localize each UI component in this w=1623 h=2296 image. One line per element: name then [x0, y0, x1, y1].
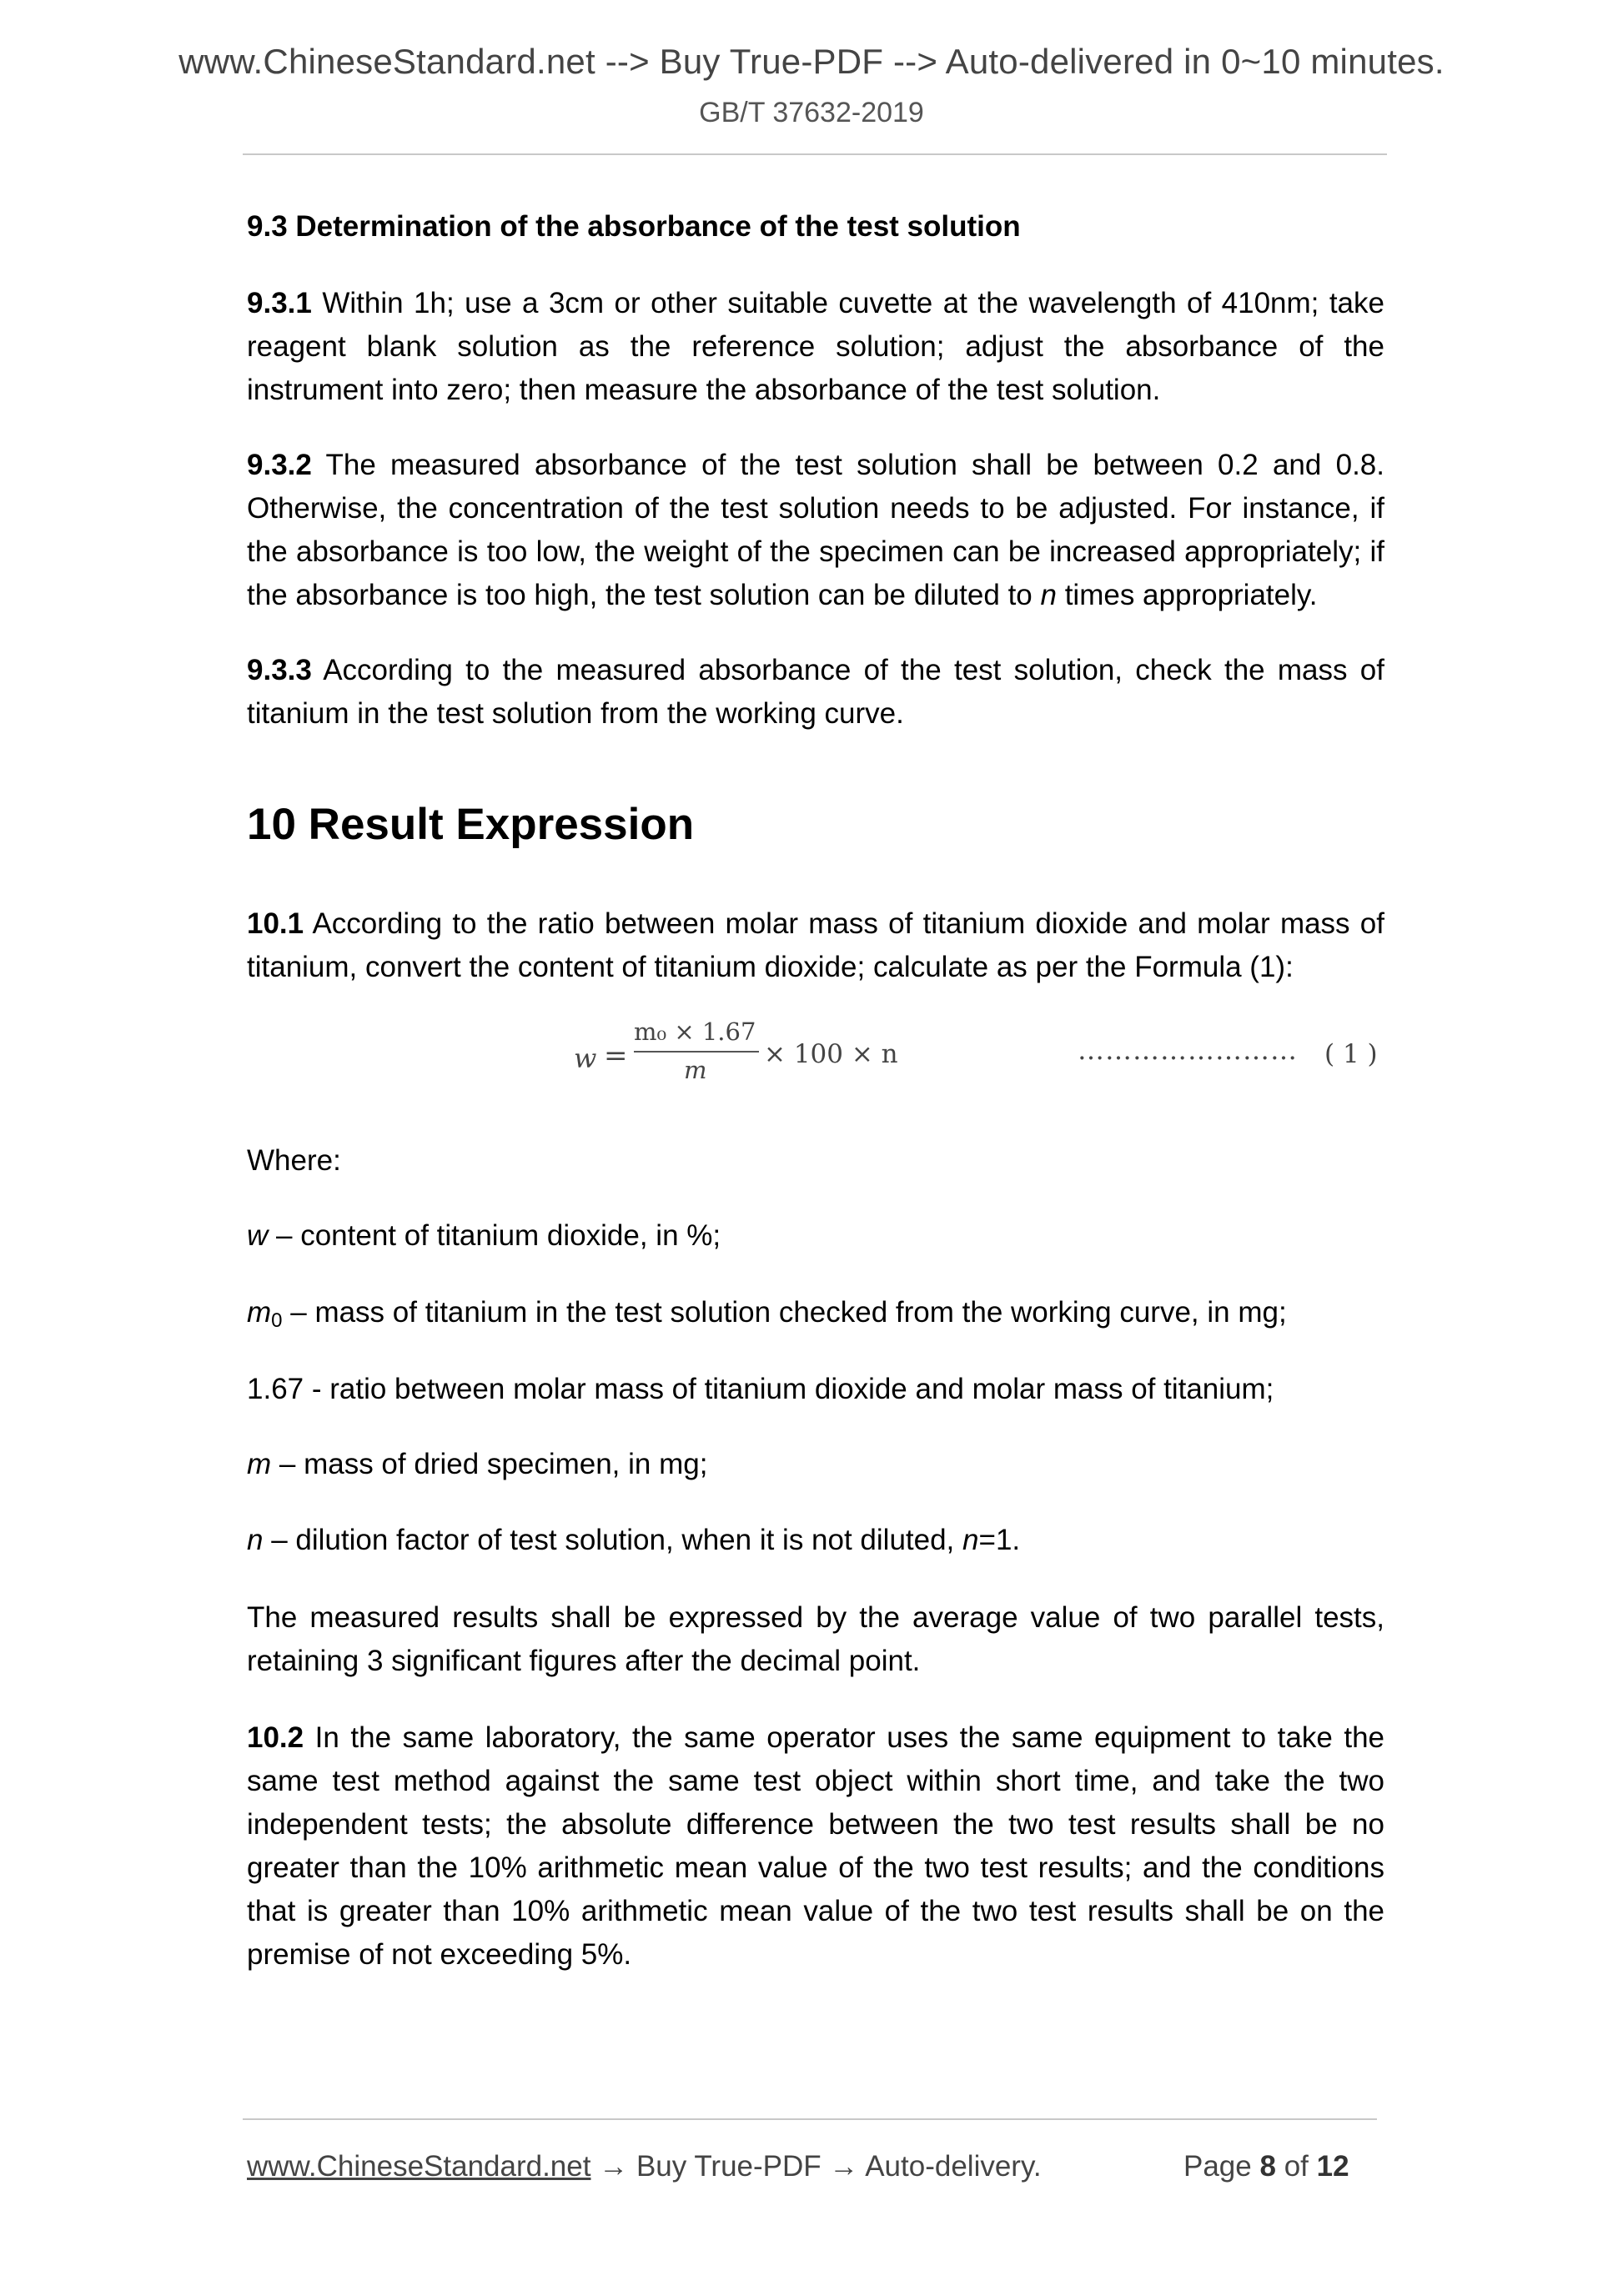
- definition-w: [247, 1214, 1384, 1258]
- formula-denominator: m: [684, 1056, 707, 1084]
- def-text: – dilution factor of test solution, when it is not diluted,: [271, 1524, 955, 1556]
- footer-site-link[interactable]: www.ChineseStandard.net: [247, 2150, 591, 2183]
- paragraph-10-1: [247, 902, 1384, 989]
- results-paragraph: The measured results shall be expressed by the average value of two parallel tests, retaining 3 significant figures after the decimal point.: [247, 1601, 1384, 1677]
- def-symbol: n: [247, 1524, 264, 1556]
- formula-rhs: × 100 × n: [764, 1039, 898, 1069]
- def-text: – content of titanium dioxide, in %;: [276, 1219, 721, 1252]
- page-total: 12: [1316, 2150, 1349, 2183]
- def-symbol: m: [247, 1448, 272, 1480]
- of-word: of: [1284, 2150, 1309, 2183]
- clause-number: 10.1: [247, 907, 304, 940]
- footer-divider: [243, 2118, 1377, 2120]
- variable-n: n: [962, 1524, 979, 1556]
- def-tail: =1.: [978, 1524, 1021, 1556]
- def-symbol: w: [247, 1219, 269, 1252]
- def-symbol: m: [247, 1296, 272, 1329]
- paragraph-10-2: [247, 1716, 1384, 1977]
- paragraph-9-3-2: [247, 444, 1384, 617]
- formula-label: ( 1 ): [1324, 1039, 1378, 1069]
- page-indicator: [1183, 2150, 1349, 2183]
- fraction-bar: [634, 1051, 759, 1053]
- paragraph-9-3-1: [247, 282, 1384, 412]
- where-label: Where:: [247, 1144, 341, 1177]
- def-text: – mass of dried specimen, in mg;: [279, 1448, 708, 1480]
- definition-ratio: 1.67 - ratio between molar mass of titanium dioxide and molar mass of titanium;: [247, 1373, 1274, 1405]
- clause-text-tail: times appropriately.: [1064, 579, 1318, 611]
- formula-1: [567, 1017, 1393, 1091]
- clause-number: 9.3.3: [247, 654, 312, 686]
- clause-number: 9.3.2: [247, 449, 312, 481]
- page-word: Page: [1183, 2150, 1252, 2183]
- formula-numerator: m₀ × 1.67: [634, 1017, 756, 1046]
- page-number: 8: [1259, 2150, 1276, 2183]
- clause-text: Within 1h; use a 3cm or other suitable cuvette at the wavelength of 410nm; take reagent blank solution as the reference solution; adjust the absorbance of the instrument into zero; then measure the absorbance of the test solution.: [247, 287, 1384, 406]
- clause-text: According to the measured absorbance of the test solution, check the mass of titanium in the test solution from the working curve.: [247, 654, 1384, 730]
- formula-equals: =: [604, 1039, 628, 1073]
- clause-text: The measured absorbance of the test solution shall be between 0.2 and 0.8. Otherwise, the concentration of the test solution needs to be adjusted. For instance, if the absorbance is too low, the weight of the specimen can be increased appropriately; if the absorbance is too high, the test solution can be diluted to: [247, 449, 1384, 611]
- paragraph-9-3-3: [247, 649, 1384, 736]
- definition-n: [247, 1519, 1384, 1562]
- clause-number: 9.3.1: [247, 287, 312, 319]
- def-subscript: 0: [271, 1309, 283, 1332]
- footer-delivery-text: Auto-delivery.: [865, 2150, 1042, 2183]
- definition-m0: [247, 1291, 1384, 1343]
- arrow-icon: →: [599, 2150, 629, 2183]
- header-divider: [243, 153, 1387, 155]
- clause-number: 10.2: [247, 1721, 304, 1754]
- standard-number: GB/T 37632-2019: [699, 97, 924, 128]
- clause-text: According to the ratio between molar mass of titanium dioxide and molar mass of titanium, convert the content of titanium dioxide; calculate as per the Formula (1):: [247, 907, 1384, 983]
- section-9-3-heading: 9.3 Determination of the absorbance of the test solution: [247, 210, 1021, 243]
- variable-n: n: [1040, 579, 1057, 611]
- footer-links: [247, 2150, 1042, 2183]
- formula-leader-dots: ……………………: [1078, 1034, 1298, 1066]
- arrow-icon: →: [829, 2150, 859, 2183]
- footer-buy-text: Buy True-PDF: [636, 2150, 822, 2183]
- section-10-heading: 10 Result Expression: [247, 800, 695, 849]
- formula-lhs: w: [574, 1042, 597, 1074]
- definition-m: [247, 1443, 1384, 1486]
- header-banner: www.ChineseStandard.net --> Buy True-PDF --> Auto-delivered in 0~10 minutes.: [178, 42, 1445, 81]
- clause-text: In the same laboratory, the same operator uses the same equipment to take the same test method against the same test object within short time, and take the two independent tests; the absolute difference between the two test results shall be no greater than the 10% arithmetic mean value of the two test results; and the conditions that is greater than 10% arithmetic mean value of the two test results shall be on the premise of not exceeding 5%.: [247, 1721, 1385, 1971]
- def-text: – mass of titanium in the test solution checked from the working curve, in mg;: [290, 1296, 1287, 1329]
